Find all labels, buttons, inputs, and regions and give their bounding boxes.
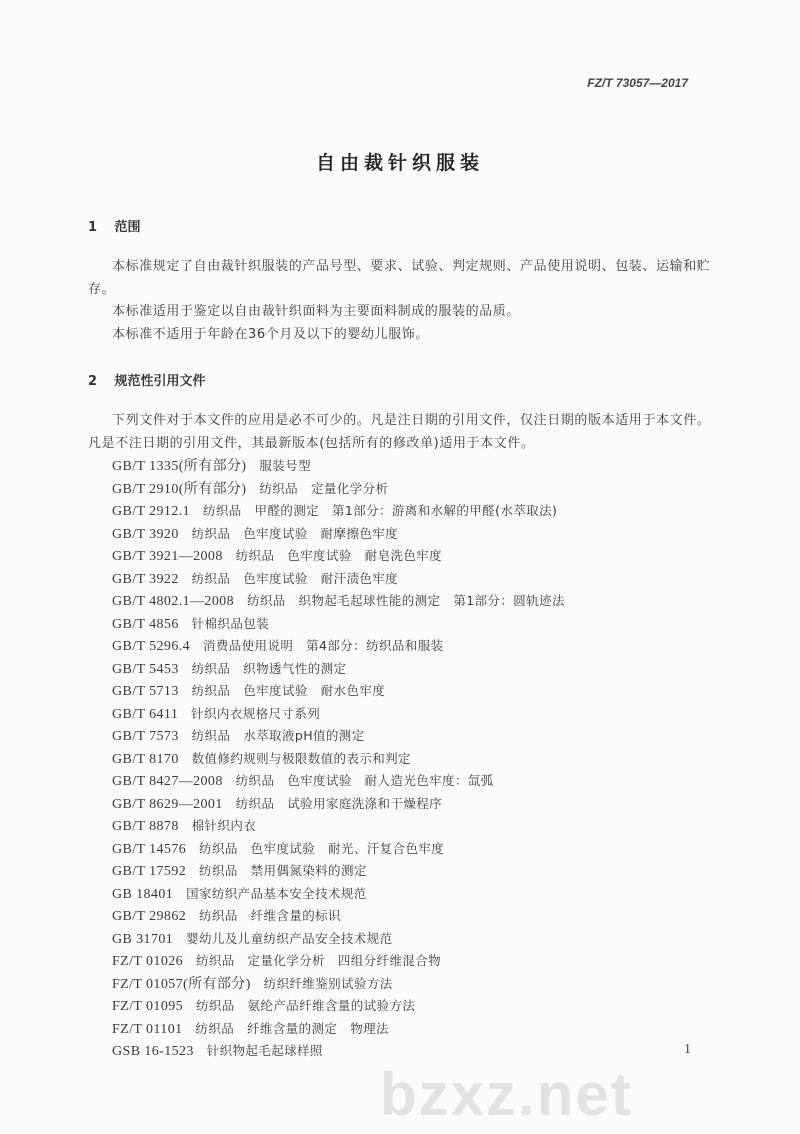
reference-title: 纺织品 纤维含量的标识 bbox=[199, 908, 341, 923]
reference-title: 纺织品 甲醛的测定 第1部分：游离和水解的甲醛(水萃取法) bbox=[202, 503, 558, 518]
reference-code: FZ/T 01101 bbox=[112, 1021, 183, 1037]
reference-item bbox=[112, 995, 712, 1018]
reference-item bbox=[112, 838, 712, 861]
reference-item bbox=[112, 478, 712, 501]
reference-code: GB/T 3920 bbox=[112, 526, 179, 542]
reference-code: FZ/T 01095 bbox=[112, 999, 184, 1014]
reference-code: GB/T 5296.4 bbox=[112, 639, 191, 654]
reference-code: GB/T 7573 bbox=[112, 729, 179, 744]
reference-code: GB/T 5713 bbox=[112, 684, 179, 699]
section-number: 1 bbox=[88, 220, 98, 235]
reference-item bbox=[112, 928, 712, 951]
paragraph: 本标准规定了自由裁针织服装的产品号型、要求、试验、判定规则、产品使用说明、包装、运输和贮存。 bbox=[88, 259, 711, 297]
reference-title: 消费品使用说明 第4部分：纺织品和服装 bbox=[202, 638, 444, 653]
reference-item bbox=[112, 590, 712, 613]
reference-item bbox=[112, 568, 712, 591]
standard-code: FZ/T 73057—2017 bbox=[587, 76, 688, 90]
reference-title: 纺织品 氨纶产品纤维含量的试验方法 bbox=[195, 998, 416, 1013]
document-title: 自由裁针织服装 bbox=[315, 152, 484, 174]
reference-title: 纺织品 色牢度试验 耐人造光色牢度：氙弧 bbox=[235, 773, 494, 788]
reference-code: GB/T 17592 bbox=[112, 864, 187, 879]
paragraph: 下列文件对于本文件的应用是必不可少的。凡是注日期的引用文件，仅注日期的版本适用于本文件。凡是不注日期的引用文件，其最新版本(包括所有的修改单)适用于本文件。 bbox=[88, 413, 711, 451]
reference-title: 针棉织品包装 bbox=[191, 615, 270, 631]
document-body bbox=[88, 218, 712, 1063]
reference-title: 纺织品 织物起毛起球性能的测定 第1部分：圆轨迹法 bbox=[246, 593, 565, 608]
reference-title: 国家纺织产品基本安全技术规范 bbox=[186, 885, 367, 901]
section-title: 范围 bbox=[114, 220, 141, 235]
reference-item bbox=[112, 793, 712, 816]
reference-title: 纺织品 色牢度试验 耐皂洗色牢度 bbox=[235, 548, 443, 563]
section-1-heading bbox=[88, 218, 712, 238]
reference-code: FZ/T 01057(所有部分) bbox=[112, 976, 251, 992]
reference-item bbox=[112, 748, 712, 771]
reference-title: 服装号型 bbox=[259, 458, 311, 473]
reference-title: 纺织品 色牢度试验 耐汗渍色牢度 bbox=[191, 570, 399, 586]
reference-item bbox=[112, 500, 712, 523]
reference-code: GB/T 1335(所有部分) bbox=[112, 459, 247, 474]
section-2-heading bbox=[88, 372, 712, 392]
reference-code: FZ/T 01026 bbox=[112, 954, 184, 969]
reference-title: 纺织品 织物透气性的测定 bbox=[191, 660, 347, 676]
reference-code: GB/T 14576 bbox=[112, 841, 187, 857]
reference-item bbox=[112, 973, 712, 996]
reference-code: GB/T 4856 bbox=[112, 616, 179, 632]
reference-title: 纺织品 色牢度试验 耐水色牢度 bbox=[191, 683, 386, 698]
reference-item bbox=[112, 523, 712, 546]
reference-code: GB 18401 bbox=[112, 886, 174, 902]
reference-item bbox=[112, 883, 712, 906]
reference-code: GB/T 4802.1—2008 bbox=[112, 594, 235, 609]
reference-title: 纺织品 禁用偶氮染料的测定 bbox=[199, 863, 367, 878]
reference-item bbox=[112, 635, 712, 658]
reference-item bbox=[112, 860, 712, 883]
reference-item bbox=[112, 770, 712, 793]
watermark-logo: bzxz.net bbox=[380, 1061, 633, 1128]
section-title: 规范性引用文件 bbox=[114, 374, 206, 389]
reference-code: GSB 16-1523 bbox=[112, 1044, 194, 1059]
reference-title: 针织物起毛起球样照 bbox=[206, 1043, 323, 1058]
reference-title: 婴幼儿及儿童纺织产品安全技术规范 bbox=[186, 930, 393, 946]
reference-code: GB/T 29862 bbox=[112, 909, 187, 924]
reference-title: 纺织品 色牢度试验 耐摩擦色牢度 bbox=[191, 525, 399, 541]
reference-code: GB/T 8878 bbox=[112, 819, 179, 834]
reference-code: GB/T 8629—2001 bbox=[112, 796, 223, 812]
section-number: 2 bbox=[88, 374, 98, 389]
reference-item bbox=[112, 815, 712, 838]
paragraph: 本标准适用于鉴定以自由裁针织面料为主要面料制成的服装的品质。 bbox=[112, 304, 521, 319]
reference-code: GB/T 3921—2008 bbox=[112, 549, 223, 564]
reference-item bbox=[112, 725, 712, 748]
reference-code: GB/T 5453 bbox=[112, 661, 179, 677]
reference-title: 纺织品 试验用家庭洗涤和干燥程序 bbox=[235, 795, 443, 811]
reference-item bbox=[112, 680, 712, 703]
reference-item bbox=[112, 905, 712, 928]
reference-item bbox=[112, 950, 712, 973]
reference-code: GB/T 2910(所有部分) bbox=[112, 481, 247, 497]
reference-title: 纺织纤维鉴别试验方法 bbox=[263, 975, 393, 991]
page-number: 1 bbox=[684, 1042, 691, 1057]
reference-code: GB 31701 bbox=[112, 931, 174, 947]
reference-item bbox=[112, 1018, 712, 1041]
reference-item bbox=[112, 1040, 712, 1063]
reference-code: GB/T 6411 bbox=[112, 706, 179, 722]
reference-item bbox=[112, 658, 712, 681]
reference-item bbox=[112, 545, 712, 568]
reference-item bbox=[112, 703, 712, 726]
reference-code: GB/T 2912.1 bbox=[112, 504, 191, 519]
reference-title: 纺织品 色牢度试验 耐光、汗复合色牢度 bbox=[199, 840, 445, 856]
reference-title: 数值修约规则与极限数值的表示和判定 bbox=[191, 750, 411, 766]
reference-title: 纺织品 定量化学分析 bbox=[259, 480, 389, 496]
reference-title: 纺织品 纤维含量的测定 物理法 bbox=[195, 1020, 389, 1036]
reference-title: 纺织品 水萃取液pH值的测定 bbox=[191, 728, 365, 743]
reference-code: GB/T 8427—2008 bbox=[112, 774, 223, 789]
paragraph: 本标准不适用于年龄在36个月及以下的婴幼儿服饰。 bbox=[112, 326, 429, 342]
reference-title: 针织内衣规格尺寸系列 bbox=[191, 705, 321, 721]
reference-item bbox=[112, 455, 712, 478]
reference-code: GB/T 3922 bbox=[112, 571, 179, 587]
reference-title: 纺织品 定量化学分析 四组分纤维混合物 bbox=[195, 953, 442, 968]
reference-list bbox=[112, 455, 712, 1063]
reference-title: 棉针织内衣 bbox=[191, 818, 257, 833]
reference-code: GB/T 8170 bbox=[112, 751, 179, 767]
reference-item bbox=[112, 613, 712, 636]
